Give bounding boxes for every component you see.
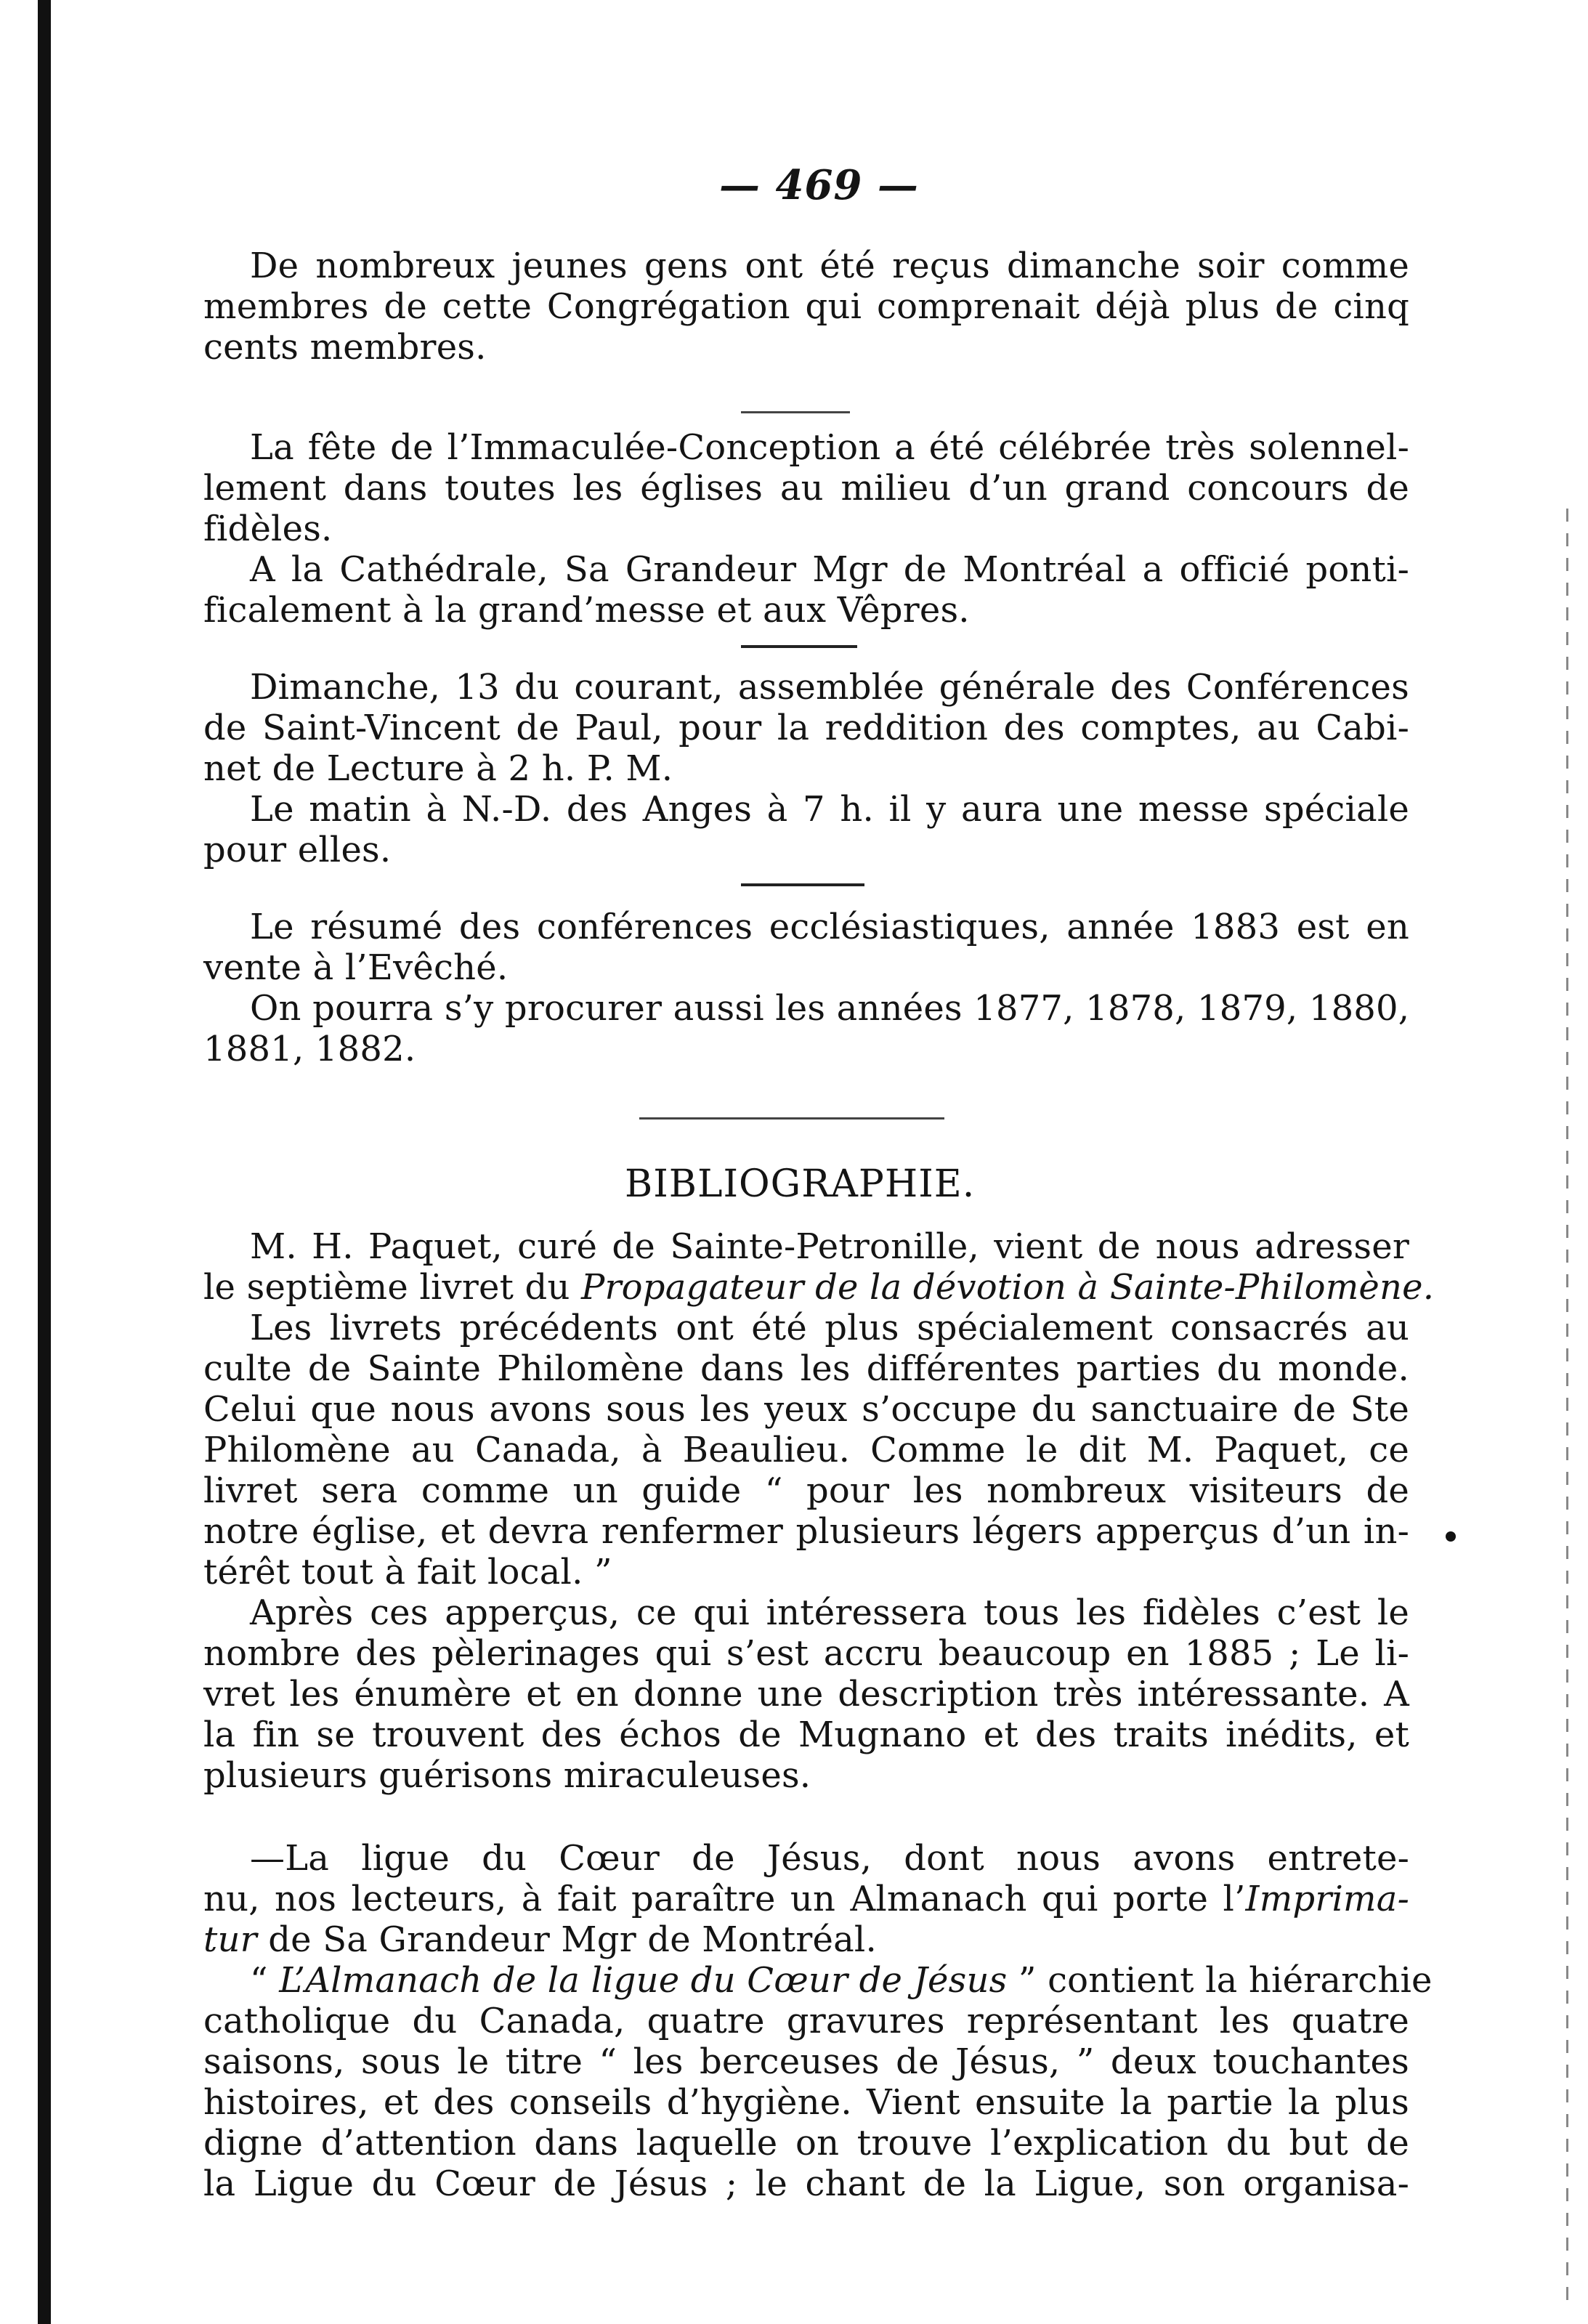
paragraph-immaculee-conception xyxy=(203,427,1409,631)
italic-term: tur xyxy=(203,1919,257,1960)
paragraph-ligue-coeur-de-jesus xyxy=(203,1838,1433,2204)
text-line: cents membres. xyxy=(203,327,487,368)
book-title: Propagateur de la dévotion à Sainte-Philomène. xyxy=(581,1267,1435,1308)
separator-rule xyxy=(741,645,857,648)
text-fragment: nu, nos lecteurs, à fait paraître un Almanach qui porte l’ xyxy=(203,1879,1246,1919)
text-line: Après ces apperçus, ce qui intéressera tous les fidèles c’est le xyxy=(250,1592,1409,1633)
text-line: catholique du Canada, quatre gravures représentant les quatre xyxy=(203,2001,1409,2041)
text-line: térêt tout à fait local. ” xyxy=(203,1552,612,1592)
text-line: A la Cathédrale, Sa Grandeur Mgr de Montréal a officié ponti- xyxy=(250,549,1409,590)
italic-term: Imprima- xyxy=(1245,1879,1409,1919)
almanach-title: L’Almanach de la ligue du Cœur de Jésus xyxy=(279,1960,1008,2001)
text-line xyxy=(203,1879,1409,1919)
text-line: plusieurs guérisons miraculeuses. xyxy=(203,1755,811,1796)
text-line: net de Lecture à 2 h. P. M. xyxy=(203,748,673,789)
text-line: livret sera comme un guide “ pour les nombreux visiteurs de xyxy=(203,1470,1409,1511)
separator-rule xyxy=(741,411,850,413)
page-number: — 469 — xyxy=(719,161,919,209)
text-line: nombre des pèlerinages qui s’est accru beaucoup en 1885 ; Le li- xyxy=(203,1633,1409,1674)
text-line: Celui que nous avons sous les yeux s’occupe du sanctuaire de Ste xyxy=(203,1389,1409,1430)
text-line xyxy=(203,1267,1435,1308)
text-fragment: le septième livret du xyxy=(203,1267,582,1308)
text-line: la Ligue du Cœur de Jésus ; le chant de la Ligue, son organisa- xyxy=(203,2163,1409,2204)
text-line: 1881, 1882. xyxy=(203,1029,416,1069)
text-line: lement dans toutes les églises au milieu d’un grand concours de xyxy=(203,468,1409,509)
text-line xyxy=(203,1919,1409,1960)
text-fragment: de Sa Grandeur Mgr de Montréal. xyxy=(256,1919,877,1960)
text-line: vret les énumère et en donne une description très intéressante. A xyxy=(203,1674,1409,1714)
text-line: ficalement à la grand’messe et aux Vêpres. xyxy=(203,590,970,631)
text-line: Dimanche, 13 du courant, assemblée générale des Conférences xyxy=(250,667,1409,708)
text-line: pour elles. xyxy=(203,830,392,870)
text-line: La fête de l’Immaculée-Conception a été célébrée très solennel- xyxy=(250,427,1409,468)
text-line: histoires, et des conseils d’hygiène. Vient ensuite la partie la plus xyxy=(203,2082,1409,2123)
text-line: M. H. Paquet, curé de Sainte-Petronille, vient de nous adresser xyxy=(250,1226,1409,1267)
paragraph-resume-conferences xyxy=(203,907,1409,1069)
page-margin-mark xyxy=(1566,509,1568,2310)
text-fragment: “ xyxy=(250,1960,280,2001)
text-line: Philomène au Canada, à Beaulieu. Comme le dit M. Paquet, ce xyxy=(203,1430,1409,1470)
text-line: la fin se trouvent des échos de Mugnano et des traits inédits, et xyxy=(203,1714,1409,1755)
section-heading-bibliographie: BIBLIOGRAPHIE. xyxy=(625,1162,976,1206)
text-line: saisons, sous le titre “ les berceuses de Jésus, ” deux touchantes xyxy=(203,2041,1409,2082)
paragraph-conferences-saint-vincent xyxy=(203,667,1409,870)
text-line: de Saint-Vincent de Paul, pour la reddition des comptes, au Cabi- xyxy=(203,708,1409,748)
text-line: On pourra s’y procurer aussi les années 1877, 1878, 1879, 1880, xyxy=(250,988,1410,1029)
section-rule xyxy=(639,1117,944,1120)
page-binding-edge xyxy=(38,0,51,2324)
text-line: De nombreux jeunes gens ont été reçus dimanche soir comme xyxy=(250,246,1409,286)
text-line: Le matin à N.-D. des Anges à 7 h. il y aura une messe spéciale xyxy=(250,789,1409,830)
paragraph-jeunes-gens xyxy=(203,246,1409,368)
separator-rule xyxy=(741,883,864,886)
text-line: Les livrets précédents ont été plus spécialement consacrés au xyxy=(250,1308,1409,1348)
text-line: culte de Sainte Philomène dans les différentes parties du monde. xyxy=(203,1348,1409,1389)
text-line: membres de cette Congrégation qui comprenait déjà plus de cinq xyxy=(203,286,1409,327)
text-line xyxy=(203,1960,1433,2001)
text-line: digne d’attention dans laquelle on trouve l’explication du but de xyxy=(203,2123,1409,2163)
paragraph-bibliographie xyxy=(203,1226,1435,1796)
text-line: notre église, et devra renfermer plusieurs légers apperçus d’un in- xyxy=(203,1511,1409,1552)
text-line: —La ligue du Cœur de Jésus, dont nous avons entrete- xyxy=(250,1838,1409,1879)
text-line: fidèles. xyxy=(203,509,333,549)
text-line: vente à l’Evêché. xyxy=(203,947,509,988)
text-fragment: ” contient la hiérarchie xyxy=(1007,1960,1433,2001)
text-line: Le résumé des conférences ecclésiastiques, année 1883 est en xyxy=(250,907,1409,947)
ink-speck xyxy=(1446,1531,1456,1542)
